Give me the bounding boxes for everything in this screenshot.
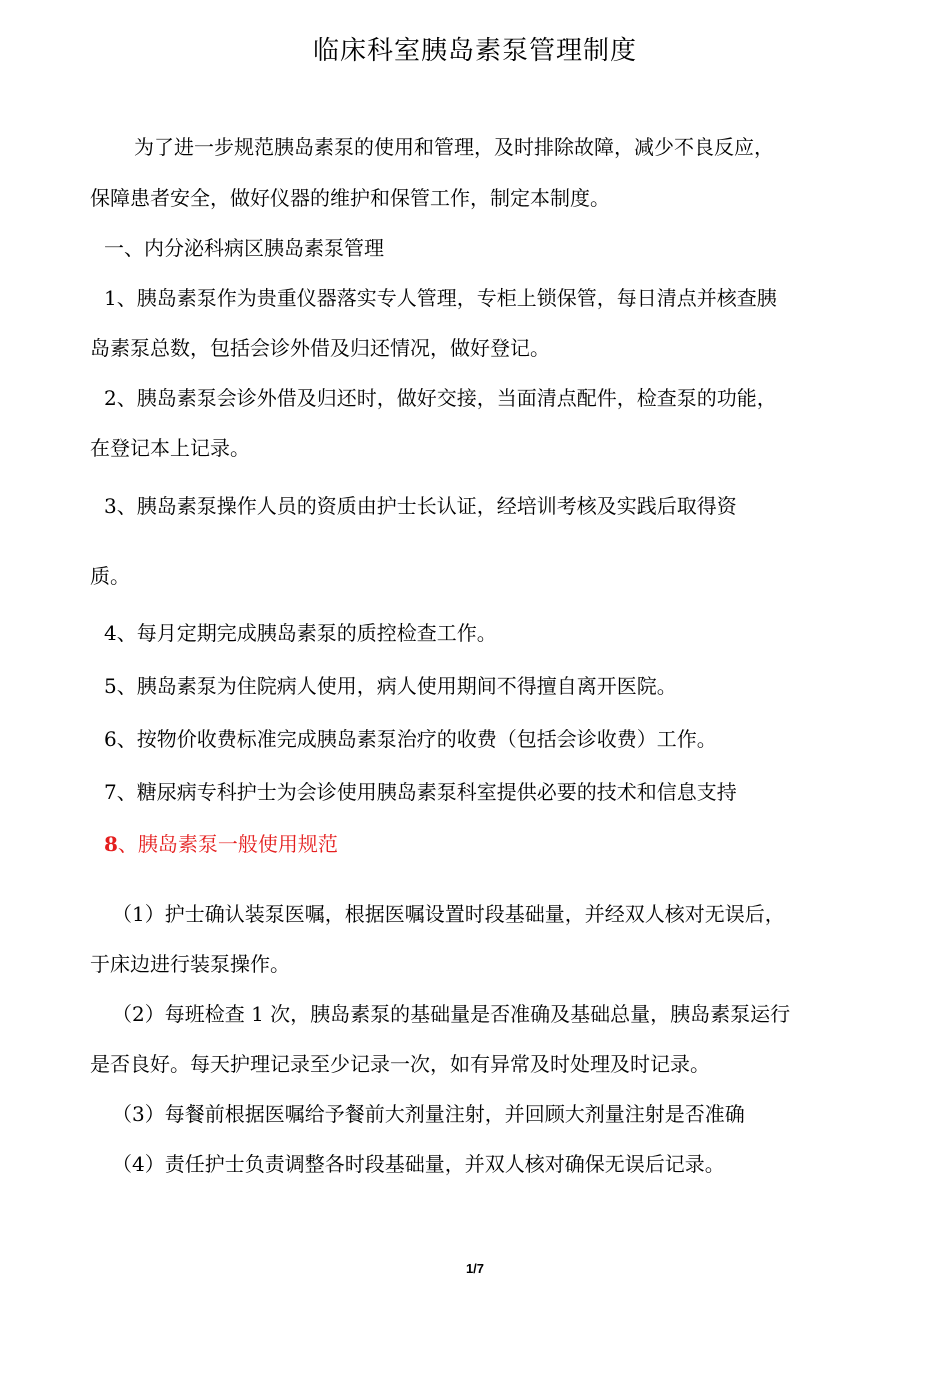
- sub-item-1-line-2: 于床边进行装泵操作。: [90, 952, 290, 976]
- item-7: 7、糖尿病专科护士为会诊使用胰岛素泵科室提供必要的技术和信息支持: [104, 780, 737, 804]
- item-8-heading: [104, 828, 884, 857]
- item-3-line-2: 质。: [90, 564, 130, 588]
- sub-item-1-line-1: （1）护士确认装泵医嘱，根据医嘱设置时段基础量，并经双人核对无误后，: [112, 902, 785, 926]
- item-2-line-1: 2、胰岛素泵会诊外借及归还时，做好交接，当面清点配件，检查泵的功能，: [104, 386, 777, 410]
- sub-item-4: （4）责任护士负责调整各时段基础量，并双人核对确保无误后记录。: [112, 1152, 725, 1176]
- intro-line-1: 为了进一步规范胰岛素泵的使用和管理，及时排除故障，减少不良反应，: [134, 135, 774, 159]
- item-4: 4、每月定期完成胰岛素泵的质控检查工作。: [104, 621, 497, 645]
- page-title: 临床科室胰岛素泵管理制度: [312, 36, 637, 66]
- section-heading: 一、内分泌科病区胰岛素泵管理: [104, 236, 384, 260]
- item-2-line-2: 在登记本上记录。: [90, 436, 250, 460]
- intro-line-2: 保障患者安全，做好仪器的维护和保管工作，制定本制度。: [90, 186, 610, 210]
- item-8-text: 、胰岛素泵一般使用规范: [117, 832, 338, 856]
- sub-item-3: （3）每餐前根据医嘱给予餐前大剂量注射，并回顾大剂量注射是否准确: [112, 1102, 745, 1126]
- item-1-line-2: 岛素泵总数，包括会诊外借及归还情况，做好登记。: [90, 336, 550, 360]
- sub-item-2-line-1: （2）每班检查 1 次，胰岛素泵的基础量是否准确及基础总量，胰岛素泵运行: [112, 1002, 791, 1026]
- item-8-number: 8: [104, 832, 118, 856]
- item-3-line-1: 3、胰岛素泵操作人员的资质由护士长认证，经培训考核及实践后取得资: [104, 494, 737, 518]
- item-6: 6、按物价收费标准完成胰岛素泵治疗的收费（包括会诊收费）工作。: [104, 727, 717, 751]
- item-5: 5、胰岛素泵为住院病人使用，病人使用期间不得擅自离开医院。: [104, 674, 677, 698]
- page-number: 1/7: [465, 1261, 485, 1276]
- sub-item-2-line-2: 是否良好。每天护理记录至少记录一次，如有异常及时处理及时记录。: [90, 1052, 710, 1076]
- item-1-line-1: 1、胰岛素泵作为贵重仪器落实专人管理，专柜上锁保管，每日清点并核查胰: [104, 286, 777, 310]
